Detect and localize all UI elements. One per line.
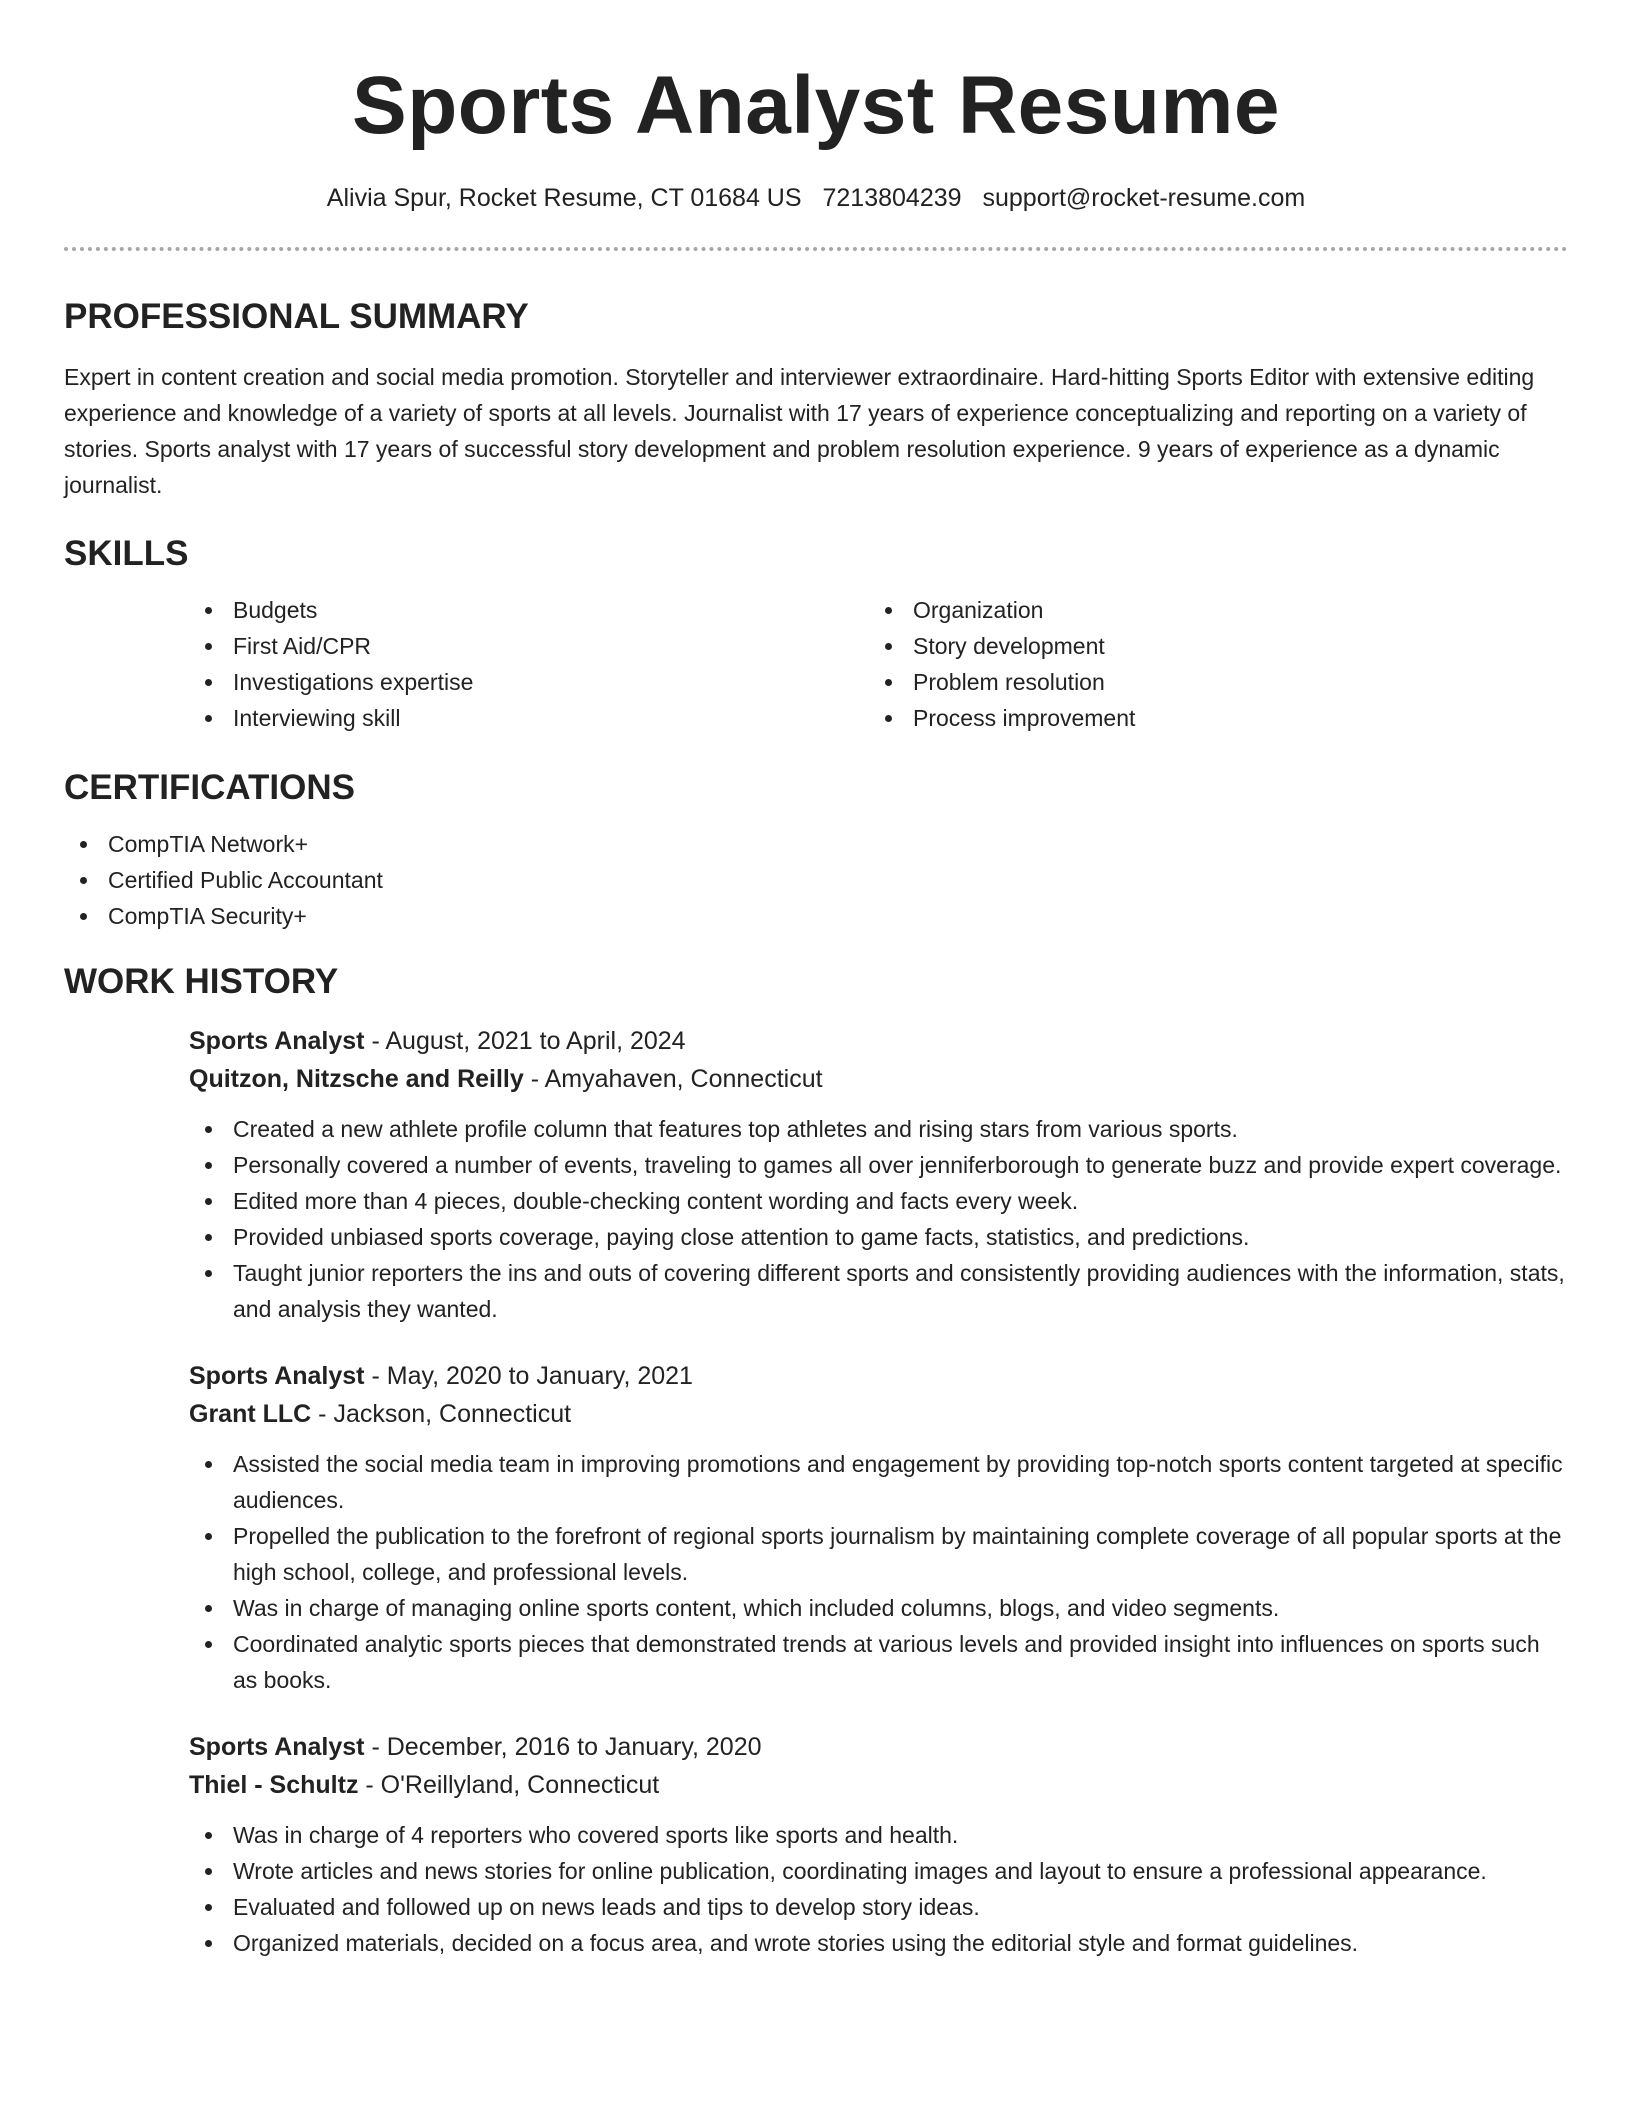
header-divider bbox=[64, 247, 1568, 251]
list-item: Certified Public Accountant bbox=[64, 862, 1568, 898]
list-item: Wrote articles and news stories for online publication, coordinating images and layout to ensure a professional appearance. bbox=[189, 1853, 1568, 1889]
summary-heading: PROFESSIONAL SUMMARY bbox=[64, 297, 529, 336]
list-item: Was in charge of managing online sports content, which included columns, blogs, and video segments. bbox=[189, 1590, 1568, 1626]
certifications-section bbox=[64, 766, 1568, 934]
list-item: Process improvement bbox=[869, 700, 1549, 736]
list-item: Story development bbox=[869, 628, 1549, 664]
job-location: - O'Reillyland, Connecticut bbox=[365, 1771, 660, 1799]
job-title-line bbox=[189, 1022, 1568, 1060]
job-company-line bbox=[189, 1766, 1568, 1804]
summary-text: Expert in content creation and social media promotion. Storyteller and interviewer extraordinaire. Hard-hitting Sports Editor with extensive editing experience and knowledge of a variety of sports at all levels. Journalist with 17 years of experience conceptualizing and reporting on a variety of stories. Sports analyst with 17 years of successful story development and problem resolution experience. 9 years of experience as a dynamic journalist. bbox=[64, 364, 1535, 498]
contact-address: Alivia Spur, Rocket Resume, CT 01684 US bbox=[326, 184, 802, 212]
job-title: Sports Analyst bbox=[189, 1362, 365, 1390]
list-item: Organization bbox=[869, 592, 1549, 628]
certifications-list bbox=[64, 826, 1568, 934]
list-item: Provided unbiased sports coverage, paying close attention to game facts, statistics, and predictions. bbox=[189, 1219, 1568, 1255]
list-item: Evaluated and followed up on news leads and tips to develop story ideas. bbox=[189, 1889, 1568, 1925]
page-title: Sports Analyst Resume bbox=[352, 60, 1280, 151]
skills-section bbox=[64, 532, 1568, 736]
job-title: Sports Analyst bbox=[189, 1733, 365, 1761]
list-item: Taught junior reporters the ins and outs of covering different sports and consistently providing audiences with the information, stats, and analysis they wanted. bbox=[189, 1255, 1568, 1327]
job-company-line bbox=[189, 1060, 1568, 1098]
list-item: Propelled the publication to the forefront of regional sports journalism by maintaining complete coverage of all popular sports at the high school, college, and professional levels. bbox=[189, 1518, 1568, 1590]
job-company-line bbox=[189, 1395, 1568, 1433]
contact-email: support@rocket-resume.com bbox=[982, 184, 1306, 212]
job-dates: - August, 2021 to April, 2024 bbox=[371, 1027, 686, 1055]
list-item: Investigations expertise bbox=[189, 664, 869, 700]
job-bullets bbox=[189, 1111, 1568, 1327]
skills-heading: SKILLS bbox=[64, 534, 189, 573]
list-item: Organized materials, decided on a focus area, and wrote stories using the editorial style and format guidelines. bbox=[189, 1925, 1568, 1961]
list-item: Assisted the social media team in improving promotions and engagement by providing top-notch sports content targeted at specific audiences. bbox=[189, 1446, 1568, 1518]
contact-line bbox=[64, 181, 1568, 215]
job-title: Sports Analyst bbox=[189, 1027, 365, 1055]
summary-section bbox=[64, 295, 1568, 503]
work-history-heading: WORK HISTORY bbox=[64, 962, 339, 1001]
list-item: Problem resolution bbox=[869, 664, 1549, 700]
list-item: Was in charge of 4 reporters who covered sports like sports and health. bbox=[189, 1817, 1568, 1853]
contact-phone: 7213804239 bbox=[822, 184, 962, 212]
list-item: Interviewing skill bbox=[189, 700, 869, 736]
job-dates: - December, 2016 to January, 2020 bbox=[371, 1733, 762, 1761]
job-entry bbox=[189, 1357, 1568, 1698]
certifications-heading: CERTIFICATIONS bbox=[64, 768, 356, 807]
job-company: Grant LLC bbox=[189, 1400, 312, 1428]
job-location: - Amyahaven, Connecticut bbox=[530, 1065, 823, 1093]
list-item: Budgets bbox=[189, 592, 869, 628]
skills-list-left bbox=[189, 592, 869, 736]
resume-page bbox=[64, 0, 1568, 1961]
job-location: - Jackson, Connecticut bbox=[318, 1400, 572, 1428]
job-entry bbox=[189, 1022, 1568, 1327]
job-title-line bbox=[189, 1728, 1568, 1766]
list-item: Coordinated analytic sports pieces that demonstrated trends at various levels and provided insight into influences on sports such as books. bbox=[189, 1626, 1568, 1698]
job-company: Thiel - Schultz bbox=[189, 1771, 359, 1799]
job-bullets bbox=[189, 1817, 1568, 1961]
skills-list-right bbox=[869, 592, 1549, 736]
job-dates: - May, 2020 to January, 2021 bbox=[371, 1362, 693, 1390]
job-title-line bbox=[189, 1357, 1568, 1395]
list-item: CompTIA Network+ bbox=[64, 826, 1568, 862]
list-item: Created a new athlete profile column that features top athletes and rising stars from various sports. bbox=[189, 1111, 1568, 1147]
skills-grid bbox=[189, 592, 1568, 736]
job-entry bbox=[189, 1728, 1568, 1961]
job-bullets bbox=[189, 1446, 1568, 1698]
list-item: CompTIA Security+ bbox=[64, 898, 1568, 934]
work-history-section bbox=[64, 960, 1568, 1961]
job-company: Quitzon, Nitzsche and Reilly bbox=[189, 1065, 524, 1093]
list-item: First Aid/CPR bbox=[189, 628, 869, 664]
list-item: Edited more than 4 pieces, double-checking content wording and facts every week. bbox=[189, 1183, 1568, 1219]
list-item: Personally covered a number of events, traveling to games all over jenniferborough to generate buzz and provide expert coverage. bbox=[189, 1147, 1568, 1183]
